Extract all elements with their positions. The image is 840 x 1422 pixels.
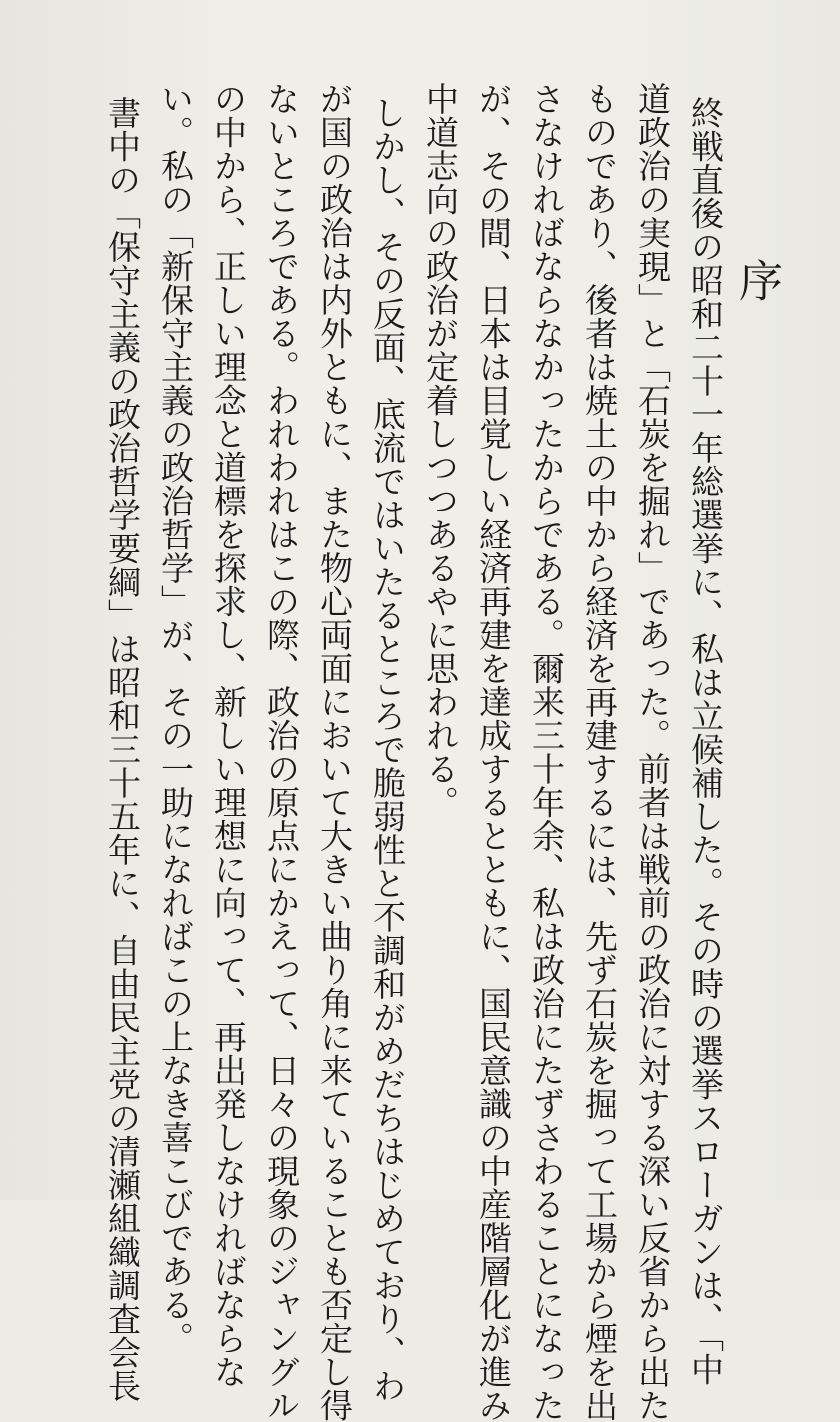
text-column-11: い。私の「新保守主義の政治哲学」が、その一助になればこの上なき喜こびである。 — [156, 82, 195, 1355]
text-column-12: 書中の「保守主義の政治哲学要綱」は昭和三十五年に、自由民主党の清瀬組織調査会長 — [103, 96, 142, 1403]
text-column-2: 道政治の実現」と「石炭を掘れ」であった。前者は戦前の政治に対する深い反省から出た — [633, 82, 672, 1422]
text-column-10: の中から、正しい理念と道標を探求し、新しい理想に向って、再出発しなければならな — [209, 82, 248, 1389]
text-column-6: 中道志向の政治が定着しつつあるやに思われる。 — [421, 82, 460, 819]
text-column-9: ないところである。われわれはこの際、政治の原点にかえって、日々の現象のジャングル — [262, 82, 301, 1422]
text-column-5: が、その間、日本は目覚しい経済再建を達成するとともに、国民意識の中産階層化が進み — [474, 82, 513, 1422]
text-column-7: しかし、その反面、底流ではいたるところで脆弱性と不調和がめだちはじめており、わ — [368, 96, 407, 1403]
text-column-1: 終戦直後の昭和二十一年総選挙に、私は立候補した。その時の選挙スローガンは、「中 — [686, 96, 725, 1386]
text-column-4: さなければならなかったからである。爾来三十年余、私は政治にたずさわることになった — [527, 82, 566, 1422]
page-title: 序 — [731, 258, 782, 302]
show-through-text — [810, 60, 840, 1060]
text-column-8: が国の政治は内外ともに、また物心両面において大きい曲り角に来ていることも否定し得 — [315, 82, 354, 1422]
text-column-3: ものであり、後者は焼土の中から経済を再建するには、先ず石炭を掘って工場から煙を出 — [580, 82, 619, 1422]
